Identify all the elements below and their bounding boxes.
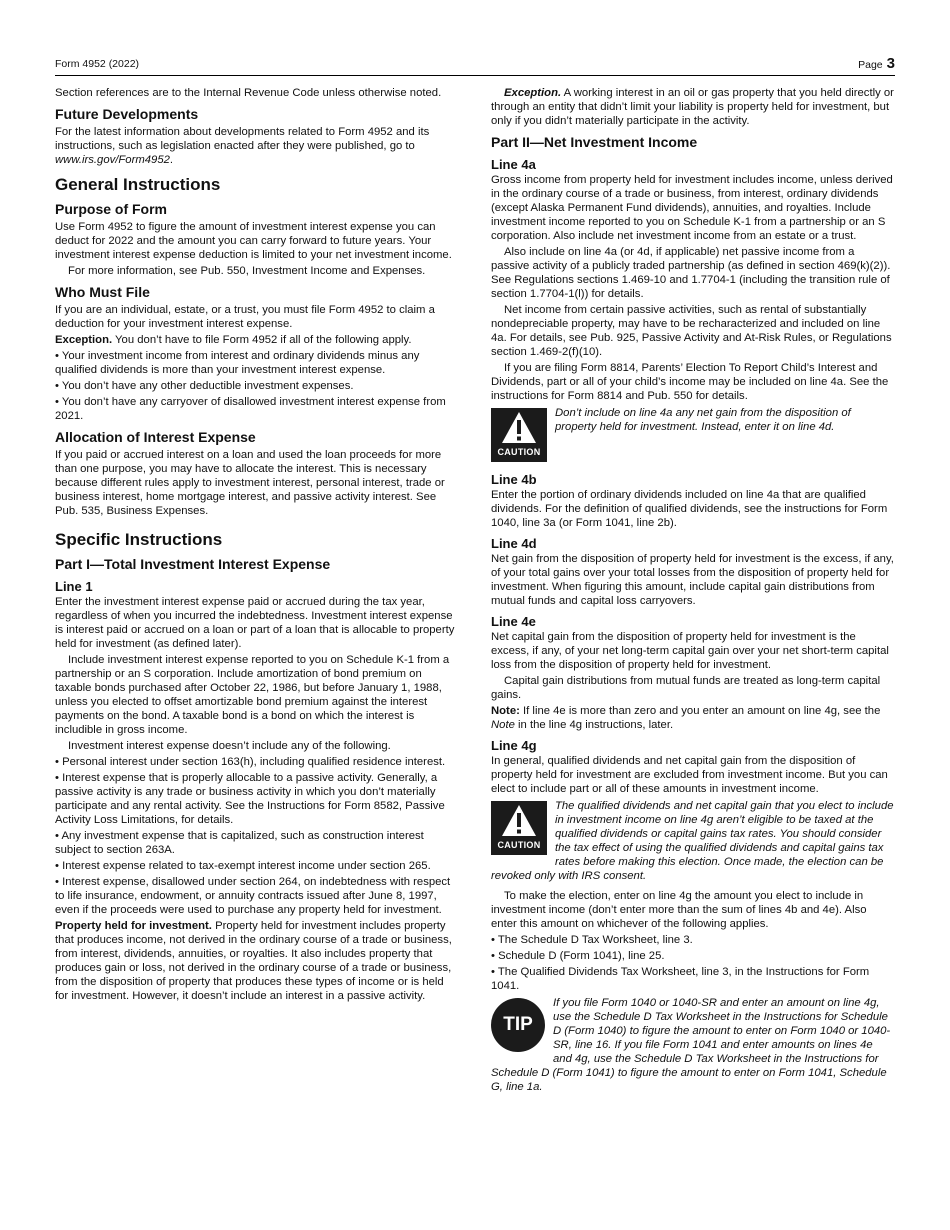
- list-item: • Interest expense related to tax-exempt interest income under section 265.: [55, 860, 431, 872]
- list-item: • Interest expense that is properly allocable to a passive activity. Generally, a passive activity is any trade or business activity in which you don’t materially participate and any rental activity. See the Instructions for Form 8582, Passive Activity Loss Limitations, for details.: [55, 772, 445, 826]
- line4e-text: Net capital gain from the disposition of property held for investment is the excess, if any, of your net long-term capital gain over your net short-term capital loss from the disposition of property held for investment.: [491, 631, 889, 671]
- line4d-text: Net gain from the disposition of property held for investment is the excess, if any, of your total gains over your total losses from the disposition of property held for investment. When figuring this amount, include capital gain distributions from mutual funds and capital loss carryovers.: [491, 553, 894, 607]
- caution-text: Don’t include on line 4a any net gain from the disposition of property held for investment. Instead, enter it on line 4d.: [555, 407, 851, 433]
- tip-note: [491, 996, 894, 1094]
- list-item: • Any investment expense that is capitalized, such as construction interest subject to section 263A.: [55, 830, 424, 856]
- who-exception: Exception. You don’t have to file Form 4952 if all of the following apply.: [55, 334, 412, 346]
- caution-note: [491, 406, 894, 466]
- purpose-text-2: For more information, see Pub. 550, Investment Income and Expenses.: [68, 265, 426, 277]
- caution-icon: CAUTION: [491, 408, 547, 462]
- purpose-heading: Purpose of Form: [55, 201, 168, 217]
- right-column: [491, 86, 894, 1100]
- general-instructions-heading: General Instructions: [55, 175, 221, 194]
- page-header: [55, 55, 895, 76]
- left-column: [55, 86, 460, 1005]
- allocation-text: If you paid or accrued interest on a loan and used the loan proceeds for more than one purpose, you may have to allocate the interest. This is necessary because different rules apply to investment interest, personal interest, trade or business interest, home mortgage interest, and passive activity interest. See Pub. 535, Business Expenses.: [55, 449, 445, 517]
- line4a-text: Gross income from property held for investment includes income, unless derived in the ordinary course of a trade or business, from interest, ordinary dividends (except Alaska Permanent Fund dividends), annuities, and royalties. Include investment income reported to you on Schedule K-1 from a partnership or an S corporation. Also include net investment income from an estate or a trust.: [491, 174, 893, 242]
- form-label: Form 4952 (2022): [55, 58, 140, 70]
- line4e-text-2: Capital gain distributions from mutual funds are treated as long-term capital gains.: [491, 675, 881, 701]
- list-item: • You don’t have any other deductible investment expenses.: [55, 380, 354, 392]
- future-developments-heading: Future Developments: [55, 106, 199, 122]
- caution-icon: CAUTION: [491, 801, 547, 855]
- line4e-heading: Line 4e: [491, 614, 536, 629]
- line1-text-2: Include investment interest expense reported to you on Schedule K-1 from a partnership or an S corporation. Include amortization of bond premium on taxable bonds purchased after October 22, 1986, but before January 1, 1988, unless you elected to offset amortizable bond premium against the interest payments on the bond. A taxable bond is a bond on which the interest is includible in gross income.: [55, 654, 450, 736]
- list-item: • Schedule D (Form 1041), line 25.: [491, 950, 665, 962]
- who-must-file-heading: Who Must File: [55, 284, 150, 300]
- caution-text: The qualified dividends and net capital gain that you elect to include in investment income on line 4g aren’t eligible to be taxed at the qualified dividends or capital gains tax rates. You should consider the tax effect of using the qualified dividends and capital gains tax rates before making this election. Once made, the election can be revoked only with IRS consent.: [491, 800, 894, 882]
- irs-link[interactable]: www.irs.gov/Form4952: [55, 154, 170, 166]
- tip-icon: TIP: [491, 998, 545, 1052]
- list-item: • The Qualified Dividends Tax Worksheet, line 3, in the Instructions for Form 1041.: [491, 966, 870, 992]
- exception-text: Exception. A working interest in an oil or gas property that you held directly or through an entity that didn’t limit your liability is property held for investment, but only if you didn’t materially participate in the activity.: [491, 87, 894, 127]
- intro-text: Section references are to the Internal Revenue Code unless otherwise noted.: [55, 87, 442, 99]
- line4g-text-2: To make the election, enter on line 4g the amount you elect to include in investment income (don’t enter more than the sum of lines 4b and 4e). Also enter this amount on whichever of the following applies.: [491, 890, 867, 930]
- list-item: • Personal interest under section 163(h), including qualified residence interest.: [55, 756, 446, 768]
- who-must-file-text: If you are an individual, estate, or a trust, you must file Form 4952 to claim a deduction for your investment interest expense.: [55, 304, 435, 330]
- allocation-heading: Allocation of Interest Expense: [55, 429, 256, 445]
- property-held-text: Property held for investment. Property held for investment includes property that produces income, not derived in the ordinary course of a trade or business, from interest, dividends, annuities, or royalties. It also includes property that produces gain or loss, not derived in the ordinary course of a trade or business, from the disposition of property that produces these types of income or is held for investment. However, it doesn’t include an interest in a passive activity.: [55, 920, 452, 1002]
- line4d-heading: Line 4d: [491, 536, 537, 551]
- line4e-note: Note: If line 4e is more than zero and you enter an amount on line 4g, see the Note in the line 4g instructions, later.: [491, 705, 881, 731]
- line4b-text: Enter the portion of ordinary dividends included on line 4a that are qualified dividends. For the definition of qualified dividends, see the instructions for Form 1040, line 3a (or Form 1041, line 2b).: [491, 489, 888, 529]
- line1-heading: Line 1: [55, 579, 93, 594]
- tip-text: If you file Form 1040 or 1040-SR and enter an amount on line 4g, use the Schedule D Tax Worksheet in the Instructions for Schedule D (Form 1040) to figure the amount to enter on Form 1040 or 1040-SR, line 16. If you file Form 1041 and enter amounts on lines 4e and 4g, use the Schedule D Tax Worksheet in the Instructions for Schedule D (Form 1041) to figure the amount to enter on Form 1041, Schedule G, line 1a.: [491, 997, 891, 1093]
- line4a-text-2: Also include on line 4a (or 4d, if applicable) net passive income from a passive activity of a publicly traded partnership (as defined in section 469(k)(2)). See Regulations sections 1.469-10 and 1.7704-1 (including the transition rule of section 1.7704-1(l)) for details.: [491, 246, 891, 300]
- purpose-text: Use Form 4952 to figure the amount of investment interest expense you can deduct for 2022 and the amount you can carry forward to future years. Your investment interest expense deduction is limited to your net investment income.: [55, 221, 452, 261]
- line4b-heading: Line 4b: [491, 472, 537, 487]
- line4a-text-4: If you are filing Form 8814, Parents’ Election To Report Child’s Interest and Dividends, part or all of your child’s income may be included on line 4a. See the instructions for Form 8814 and Pub. 550 for details.: [491, 362, 889, 402]
- future-developments-text: For the latest information about developments related to Form 4952 and its instructions, such as legislation enacted after they were published, go to www.irs.gov/Form4952.: [55, 126, 430, 166]
- line1-text-3: Investment interest expense doesn’t include any of the following.: [68, 740, 391, 752]
- list-item: • The Schedule D Tax Worksheet, line 3.: [491, 934, 693, 946]
- line4a-text-3: Net income from certain passive activities, such as rental of substantially nondepreciable property, may have to be recharacterized and included on line 4a. For details, see Pub. 925, Passive Activity and At-Risk Rules, or Regulations section 1.469-2(f)(10).: [491, 304, 892, 358]
- list-item: • Interest expense, disallowed under section 264, on indebtedness with respect to life insurance, endowment, or annuity contracts issued after June 8, 1997, even if the proceeds were used to purchase any property held for investment.: [55, 876, 451, 916]
- list-item: • Your investment income from interest and ordinary dividends minus any qualified dividends is more than your investment interest expense.: [55, 350, 420, 376]
- list-item: • You don’t have any carryover of disallowed investment interest expense from 2021.: [55, 396, 446, 422]
- caution-note-2: [491, 799, 894, 883]
- part1-heading: Part I—Total Investment Interest Expense: [55, 556, 331, 572]
- specific-instructions-heading: Specific Instructions: [55, 530, 223, 549]
- line4g-text: In general, qualified dividends and net capital gain from the disposition of property held for investment are excluded from investment income. But you can elect to include part or all of these amounts in investment income.: [491, 755, 888, 795]
- line1-text: Enter the investment interest expense paid or accrued during the tax year, regardless of when you incurred the indebtedness. Investment interest expense is interest paid or accrued on a loan or part of a loan that is allocable to property held for investment (as defined later).: [55, 596, 455, 650]
- page-number: Page 3: [858, 55, 895, 72]
- part2-heading: Part II—Net Investment Income: [491, 134, 698, 150]
- line4a-heading: Line 4a: [491, 157, 536, 172]
- line4g-heading: Line 4g: [491, 738, 537, 753]
